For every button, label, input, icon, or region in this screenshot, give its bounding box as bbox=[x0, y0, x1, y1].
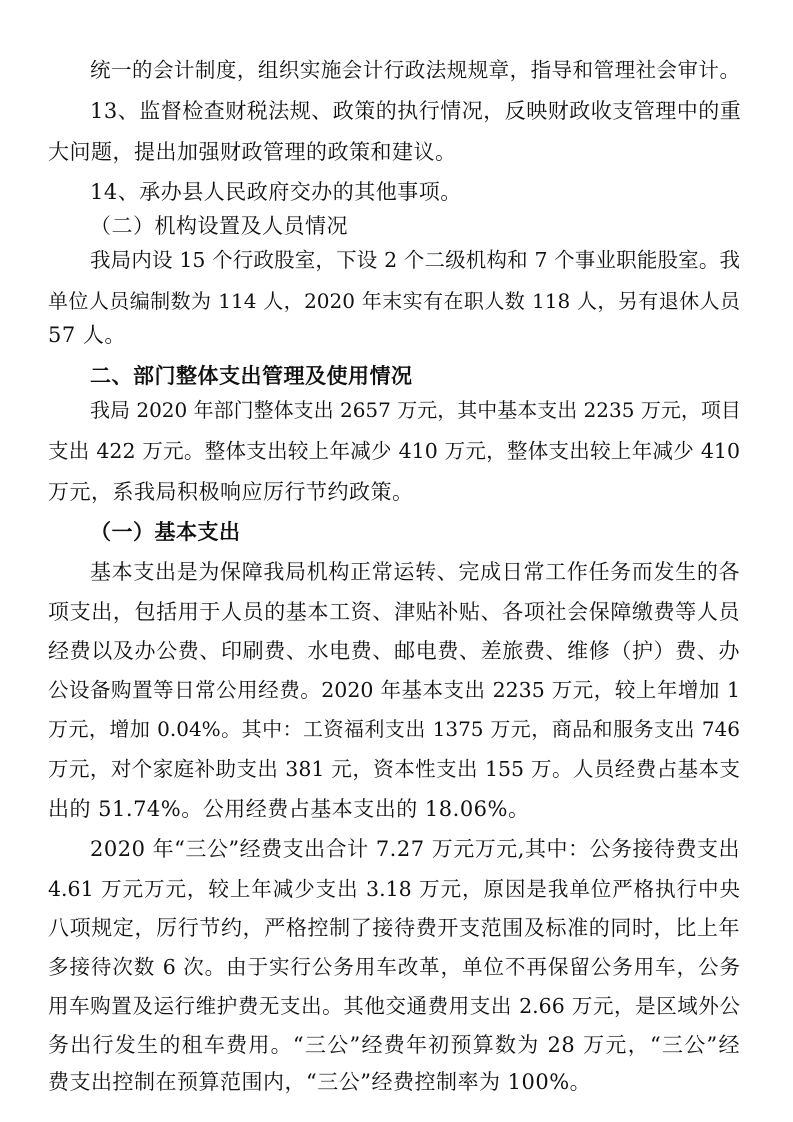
section-heading: 二、部门整体支出管理及使用情况 bbox=[90, 364, 413, 388]
paragraph-line: 项支出，包括用于人员的基本工资、津贴补贴、各项社会保障缴费等人员 bbox=[48, 600, 740, 624]
paragraph-line: 我局 2020 年部门整体支出 2657 万元，其中基本支出 2235 万元，项目 bbox=[90, 398, 741, 422]
paragraph-line: 13、监督检查财税法规、政策的执行情况，反映财政收支管理中的重 bbox=[90, 99, 742, 123]
paragraph-line: 多接待次数 6 次。由于实行公务用车改革，单位不再保留公务用车，公务 bbox=[48, 955, 740, 979]
paragraph-line: 大问题，提出加强财政管理的政策和建议。 bbox=[48, 140, 457, 164]
paragraph-line: 公设备购置等日常公用经费。2020 年基本支出 2235 万元，较上年增加 1 bbox=[48, 678, 740, 702]
paragraph-line: 统一的会计制度，组织实施会计行政法规规章，指导和管理社会审计。 bbox=[90, 58, 740, 82]
paragraph-line: 八项规定，厉行节约，严格控制了接待费开支范围及标准的同时，比上年 bbox=[48, 916, 740, 940]
paragraph-line: 万元，增加 0.04%。其中：工资福利支出 1375 万元，商品和服务支出 746 bbox=[48, 717, 740, 741]
paragraph-line: 万元，对个家庭补助支出 381 元，资本性支出 155 万。人员经费占基本支 bbox=[48, 757, 740, 781]
paragraph-line: 基本支出是为保障我局机构正常运转、完成日常工作任务而发生的各 bbox=[90, 560, 740, 584]
paragraph-line: 2020 年“三公”经费支出合计 7.27 万元万元,其中：公务接待费支出 bbox=[90, 837, 740, 861]
paragraph-line: 万元，系我局积极响应厉行节约政策。 bbox=[48, 480, 414, 504]
paragraph-line: 单位人员编制数为 114 人，2020 年末实有在职人数 118 人，另有退休人员 bbox=[48, 289, 740, 313]
subsection-heading: （一）基本支出 bbox=[90, 520, 241, 544]
paragraph-line: 出的 51.74%。公用经费占基本支出的 18.06%。 bbox=[48, 797, 530, 821]
paragraph-line: 14、承办县人民政府交办的其他事项。 bbox=[90, 180, 462, 204]
section-heading: （二）机构设置及人员情况 bbox=[90, 214, 348, 238]
paragraph-line: 务出行发生的租车费用。“三公”经费年初预算数为 28 万元，“三公”经 bbox=[48, 1033, 740, 1057]
paragraph-line: 经费以及办公费、印刷费、水电费、邮电费、差旅费、维修（护）费、办 bbox=[48, 639, 740, 663]
paragraph-line: 支出 422 万元。整体支出较上年减少 410 万元，整体支出较上年减少 410 bbox=[48, 439, 740, 463]
paragraph-line: 用车购置及运行维护费无支出。其他交通费用支出 2.66 万元，是区域外公 bbox=[48, 994, 740, 1018]
paragraph-line: 我局内设 15 个行政股室，下设 2 个二级机构和 7 个事业职能股室。我 bbox=[90, 248, 740, 272]
paragraph-line: 4.61 万元万元，较上年减少支出 3.18 万元，原因是我单位严格执行中央 bbox=[48, 877, 740, 901]
paragraph-line: 费支出控制在预算范围内，“三公”经费控制率为 100%。 bbox=[48, 1070, 592, 1094]
paragraph-line: 57 人。 bbox=[48, 323, 126, 347]
